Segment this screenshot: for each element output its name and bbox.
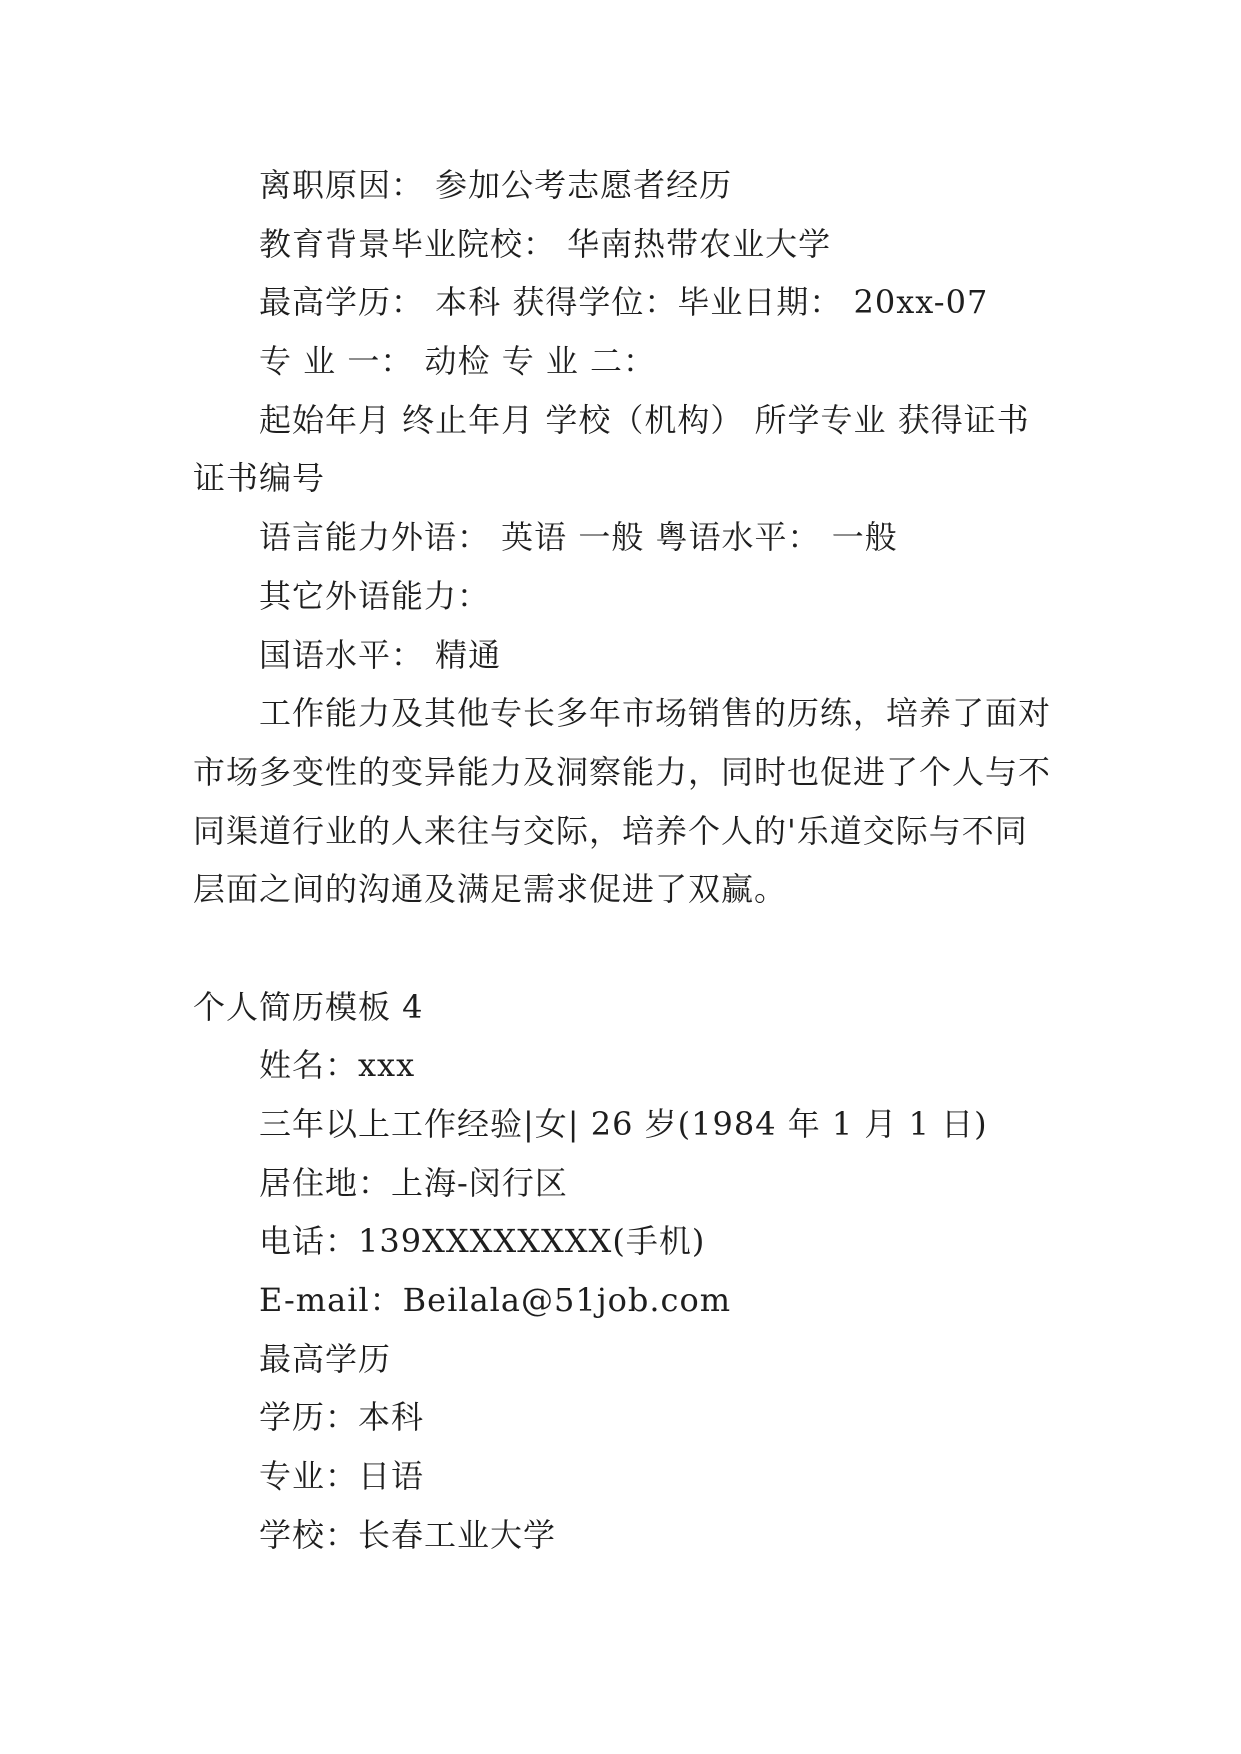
resume-major-line: 专业：日语: [259, 1457, 425, 1496]
training-header-line: 起始年月 终止年月 学校（机构） 所学专业 获得证书: [259, 400, 1030, 439]
graduation-school-line: 教育背景毕业院校： 华南热带农业大学: [259, 224, 832, 263]
resume-name-line: 姓名：xxx: [259, 1046, 416, 1085]
resume-phone-line: 电话：139XXXXXXXX(手机): [259, 1222, 706, 1261]
work-ability-paragraph-line: 市场多变性的变异能力及洞察能力，同时也促进了个人与不: [193, 752, 1052, 791]
work-ability-paragraph-line: 工作能力及其他专长多年市场销售的历练，培养了面对: [259, 694, 1052, 733]
template-heading: 个人简历模板 4: [193, 987, 424, 1026]
document-page: [0, 156, 1241, 1565]
work-ability-paragraph-line: 层面之间的沟通及满足需求促进了双赢。: [193, 870, 788, 909]
highest-degree-line: 最高学历： 本科 获得学位：毕业日期： 20xx-07: [259, 283, 989, 322]
resume-education-heading: 最高学历: [259, 1339, 392, 1378]
section-spacer: [0, 919, 1241, 978]
departure-reason-line: 离职原因： 参加公考志愿者经历: [259, 166, 733, 204]
resume-email-line: E-mail：Beilala@51job.com: [259, 1281, 732, 1320]
resume-education-level-line: 学历：本科: [259, 1398, 425, 1437]
other-languages-line: 其它外语能力：: [259, 576, 491, 615]
resume-residence-line: 居住地：上海-闵行区: [259, 1163, 568, 1202]
mandarin-level-line: 国语水平： 精通: [259, 635, 502, 674]
resume-school-line: 学校：长春工业大学: [259, 1515, 557, 1554]
training-header-line-continued: 证书编号: [193, 459, 326, 498]
work-ability-paragraph-line: 同渠道行业的人来往与交际，培养个人的'乐道交际与不同: [193, 811, 1028, 850]
resume-summary-line: 三年以上工作经验|女| 26 岁(1984 年 1 月 1 日): [259, 1105, 988, 1143]
majors-line: 专 业 一： 动检 专 业 二：: [259, 342, 657, 381]
foreign-language-line: 语言能力外语： 英语 一般 粤语水平： 一般: [259, 518, 898, 557]
